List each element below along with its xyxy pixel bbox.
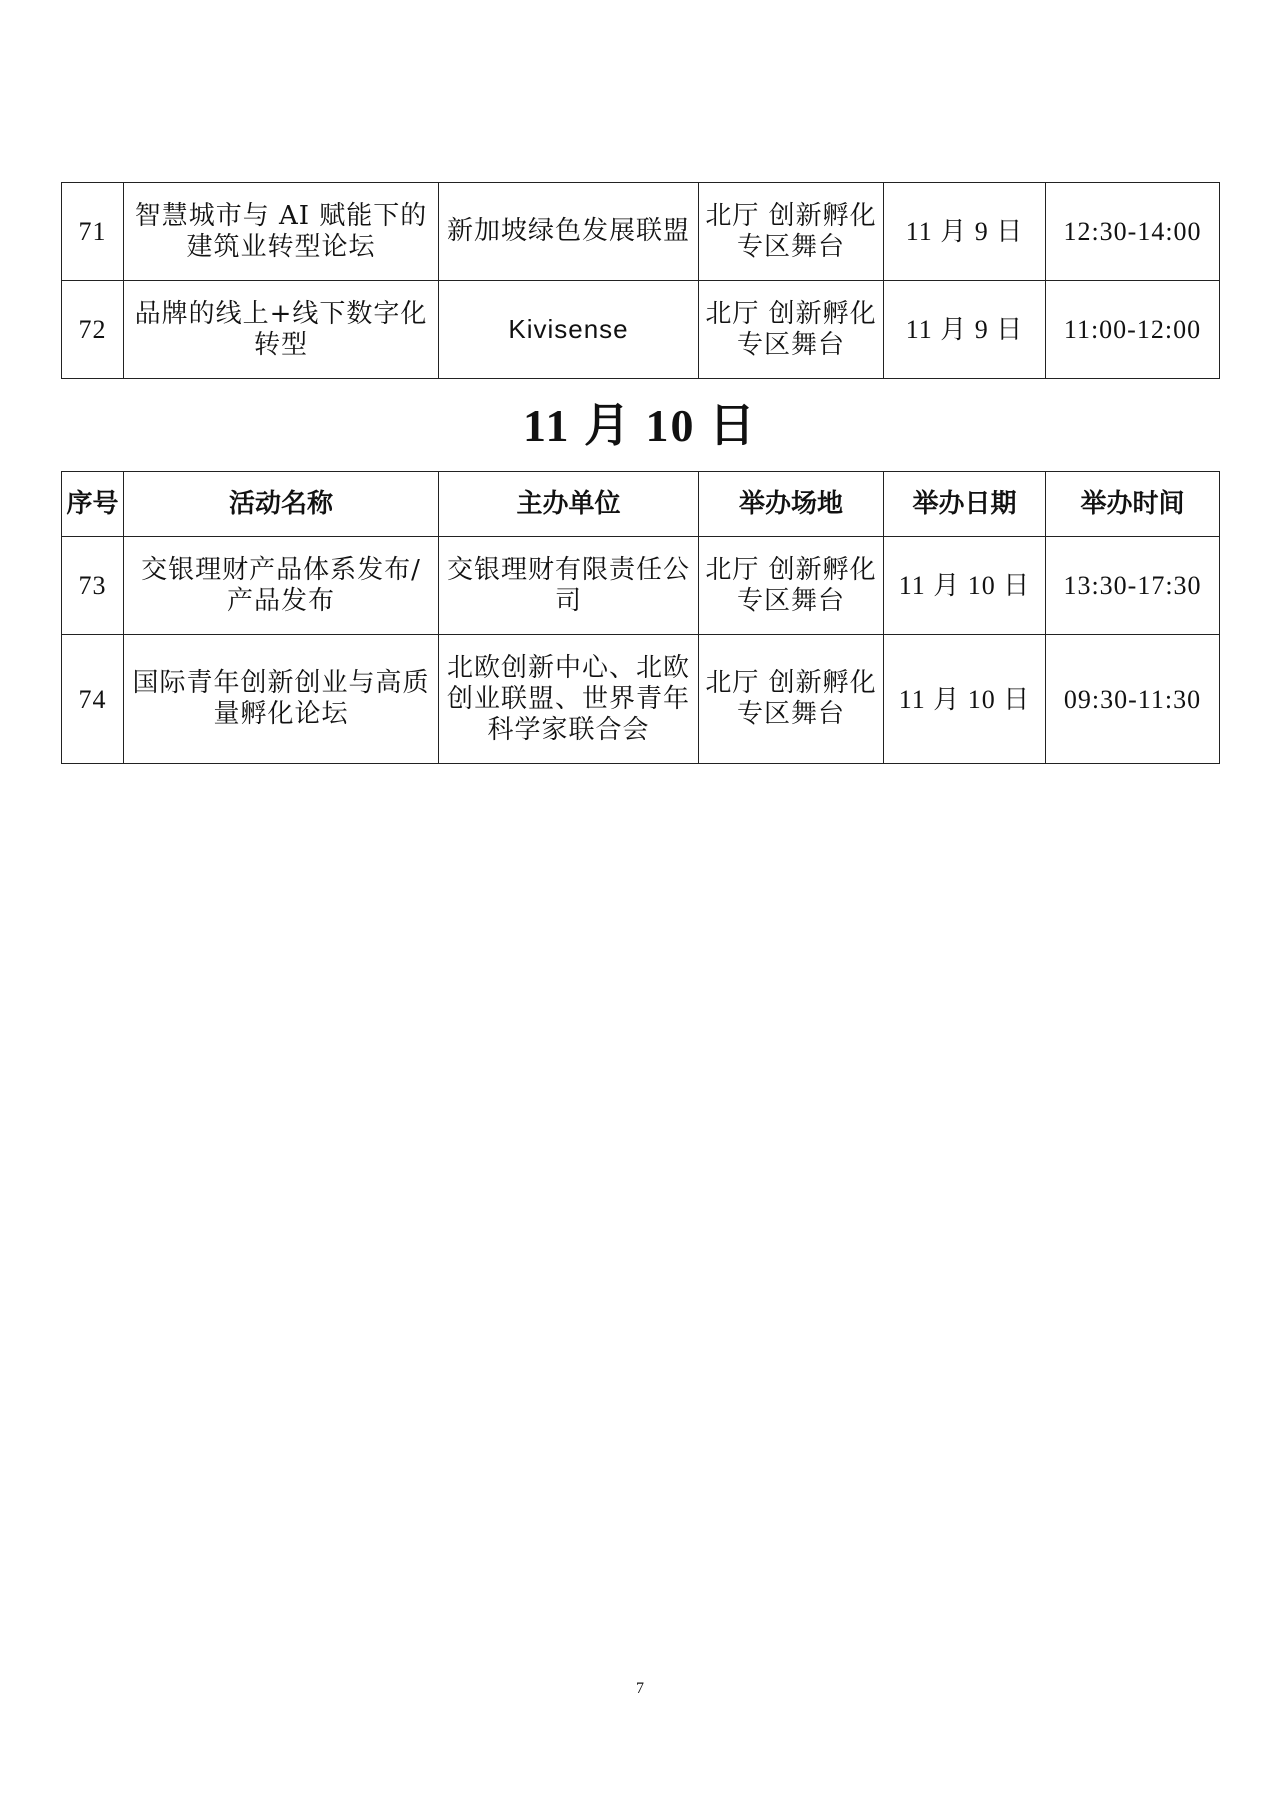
row-seq: 72 (62, 281, 124, 379)
row-activity-name: 品牌的线上+线下数字化转型 (124, 281, 439, 379)
table-row (62, 537, 1220, 635)
section-date-heading: 11 月 10 日 (523, 400, 757, 451)
row-date: 11 月 9 日 (884, 281, 1046, 379)
row-time: 12:30-14:00 (1046, 183, 1220, 281)
header-date: 举办日期 (884, 472, 1046, 537)
row-activity-name: 国际青年创新创业与高质量孵化论坛 (124, 635, 439, 764)
row-time: 11:00-12:00 (1046, 281, 1220, 379)
header-time: 举办时间 (1046, 472, 1220, 537)
row-seq: 71 (62, 183, 124, 281)
table-row (62, 635, 1220, 764)
row-venue: 北厅 创新孵化专区舞台 (699, 537, 884, 635)
row-date: 11 月 10 日 (884, 635, 1046, 764)
header-organizer: 主办单位 (439, 472, 699, 537)
table-row (62, 183, 1220, 281)
row-venue: 北厅 创新孵化专区舞台 (699, 183, 884, 281)
header-seq: 序号 (62, 472, 124, 537)
row-seq: 74 (62, 635, 124, 764)
table-row (62, 281, 1220, 379)
row-activity-name: 智慧城市与 AI 赋能下的建筑业转型论坛 (124, 183, 439, 281)
nov10-schedule-table (61, 471, 1220, 764)
row-date: 11 月 9 日 (884, 183, 1046, 281)
row-organizer: 新加坡绿色发展联盟 (439, 183, 699, 281)
row-activity-name: 交银理财产品体系发布/产品发布 (124, 537, 439, 635)
header-activity-name: 活动名称 (124, 472, 439, 537)
row-organizer: 北欧创新中心、北欧创业联盟、世界青年科学家联合会 (439, 635, 699, 764)
row-seq: 73 (62, 537, 124, 635)
row-organizer: 交银理财有限责任公司 (439, 537, 699, 635)
page-number: 7 (636, 1680, 644, 1697)
continued-schedule-table (61, 182, 1220, 379)
row-organizer: Kivisense (439, 281, 699, 379)
row-date: 11 月 10 日 (884, 537, 1046, 635)
row-time: 13:30-17:30 (1046, 537, 1220, 635)
row-venue: 北厅 创新孵化专区舞台 (699, 635, 884, 764)
row-venue: 北厅 创新孵化专区舞台 (699, 281, 884, 379)
header-venue: 举办场地 (699, 472, 884, 537)
table-header-row (62, 472, 1220, 537)
row-time: 09:30-11:30 (1046, 635, 1220, 764)
